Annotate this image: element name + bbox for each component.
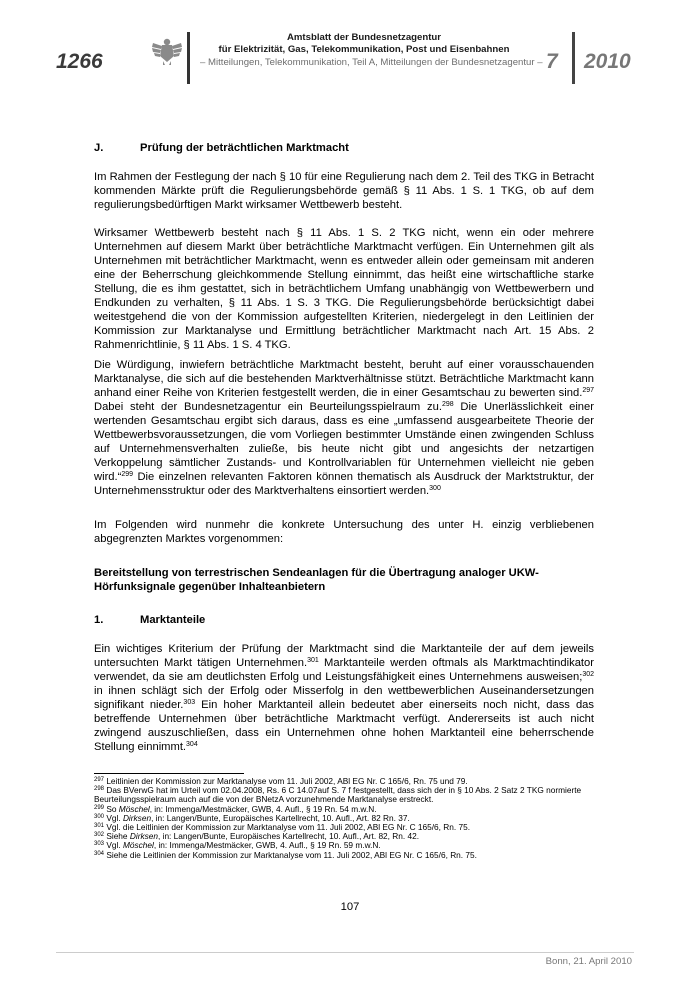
header-divider-right — [572, 32, 575, 84]
page-number-bottom: 107 — [340, 901, 360, 913]
paragraph-3-part-d: Die einzelnen relevanten Faktoren können thematisch als Ausdruck der Marktstruktur, der Unternehmensstruktur oder des Marktverhaltens einsortiert werden. — [94, 471, 594, 497]
issue-year: 2010 — [584, 50, 631, 73]
footnote-prefix: Siehe — [104, 831, 130, 842]
paragraph-3-part-a: Die Würdigung, inwiefern beträchtliche Marktmacht besteht, beruht auf einer vorausschauenden Marktanalyse, die sich auf die bestehenden Marktverhältnisse stützt. Beträchtliche Marktmacht kann anhand einer Reihe von Kriterien festgestellt werden, die in einer Gesamtschau zu bewerten sind. — [94, 359, 594, 399]
subsection-label: 1. — [94, 614, 104, 626]
footnote-text: , in: Immenga/Mestmäcker, GWB, 4. Aufl., § 19 Rn. 54 m.w.N. — [149, 803, 377, 814]
footnote-text: , in: Langen/Bunte, Europäisches Kartellrecht, 10. Aufl., Art. 82 Rn. 37. — [151, 812, 410, 823]
page-number-left: 1266 — [56, 50, 103, 73]
footnotes — [94, 777, 594, 860]
paragraph-3-part-c: Die Unerlässlichkeit einer wertenden Gesamtschau ergibt sich daraus, dass es eine „umfassend ausgearbeitete Theorie der Wettbewerbsvoraussetzungen, die vom Vorliegen bestimmter Umstände einen zwingenden Schluss auf Unternehmensverhalten zuließe, bis heute nicht gibt und angesichts der netzartigen Verkoppelung sämtlicher Zustands- und Kontrollvariablen für Unternehmen vielleicht nie geben wird.“ — [94, 401, 594, 483]
footnote-text: Siehe die Leitlinien der Kommission zur Marktanalyse vom 11. Juli 2002, ABl EG Nr. C 165/6, Rn. 75. — [104, 849, 477, 860]
header-divider-left — [187, 32, 190, 84]
paragraph-3-part-b: Dabei steht der Bundesnetzagentur ein Beurteilungsspielraum zu. — [94, 401, 442, 413]
paragraph-2 — [94, 226, 594, 352]
footnote-text: Leitlinien der Kommission zur Marktanalyse vom 11. Juli 2002, ABl EG Nr. C 165/6, Rn. 75 und 79. — [104, 776, 468, 786]
paragraph-2-text: Wirksamer Wettbewerb besteht nach § 11 Abs. 1 S. 2 TKG nicht, wenn ein oder mehrere Unternehmen auf diesem Markt über beträchtliche Marktmacht verfügen. Ein Unternehmen gilt als Unternehmen mit beträchtlicher Marktmacht, wenn es entweder allein oder gemeinsam mit anderen eine der Beherrschung gleichkommende Stellung einnimmt, das heißt eine wirtschaftliche starke Stellung, die es ihm gestattet, sich in beträchtlichem Umfang unabhängig von Wettbewerbern und Endkunden zu verhalten, § 11 Abs. 1 S. 3 TKG. Die Regulierungsbehörde berücksichtigt dabei weitestgehend die von der Kommission aufgestellten Kriterien, niedergelegt in den Leitlinien der Kommission zur Marktanalyse und Ermittlung beträchtlicher Marktmacht nach Art. 15 Abs. 2 Rahmenrichtlinie, § 11 Abs. 1 S. 4 TKG. — [94, 227, 594, 351]
paragraph-4 — [94, 518, 594, 546]
paragraph-6-part-b: Marktanteile werden oftmals als Marktmachtindikator verwendet, da sie am deutlichsten Erfolg und Leistungsfähigkeit eines Unternehmens ausweisen; — [94, 657, 594, 683]
footnote-number: 301 — [94, 823, 105, 830]
footnote-number: 303 — [94, 841, 105, 848]
footnote-text: Vgl. die Leitlinien der Kommission zur Marktanalyse vom 11. Juli 2002, ABl EG Nr. C 165/6, Rn. 75. — [104, 822, 471, 833]
paragraph-4-text: Im Folgenden wird nunmehr die konkrete Untersuchung des unter H. einzig verbliebenen abgegrenzten Marktes vorgenommen: — [94, 519, 594, 545]
footnote-ref-301[interactable]: 301 — [307, 657, 319, 664]
paragraph-1-text: Im Rahmen der Festlegung der nach § 10 für eine Regulierung nach dem 2. Teil des TKG in Betracht kommenden Märkte prüft die Regulierungsbehörde gemäß § 11 Abs. 1 S. 1 TKG, ob auf dem regulierungsbedürftigen Markt wirksamer Wettbewerb besteht. — [94, 171, 594, 211]
paragraph-3 — [94, 358, 594, 498]
footnote-prefix: So — [104, 803, 119, 814]
paragraph-6-part-a: Ein wichtiges Kriterium der Prüfung der Marktmacht sind die Marktanteile der auf dem jeweils untersuchten Markt tätigen Unternehmen. — [94, 643, 594, 669]
publication-title — [200, 32, 528, 56]
paragraph-1 — [94, 170, 594, 212]
footnote-ref-303[interactable]: 303 — [183, 699, 196, 706]
federal-eagle-logo — [150, 34, 184, 68]
footnote-number: 299 — [94, 804, 105, 811]
footnote-298 — [94, 786, 594, 804]
footnote-author: Dirksen — [122, 812, 152, 823]
footnote-text: , in: Langen/Bunte, Europäisches Kartellrecht, 10. Aufl., Art. 82, Rn. 42. — [157, 831, 420, 842]
issue-number: 7 — [546, 50, 558, 73]
market-heading: Bereitstellung von terrestrischen Sendeanlagen für die Übertragung analoger UKW-Hörfunksignale gegenüber Inhalteanbietern — [94, 567, 539, 593]
footnote-number: 304 — [94, 850, 105, 857]
paragraph-6 — [94, 642, 594, 754]
footnote-ref-298[interactable]: 298 — [441, 401, 454, 408]
footnote-304 — [94, 851, 594, 860]
footnote-text: , in: Immenga/Mestmäcker, GWB, 4. Aufl., § 19 Rn. 59 m.w.N. — [153, 840, 381, 851]
paragraph-6-part-c: in ihnen schlägt sich der Erfolg oder Misserfolg in den wettbewerblichen Auseinandersetzungen signifikant nieder. — [94, 685, 594, 711]
footnote-ref-304[interactable]: 304 — [186, 741, 198, 748]
footer-date: Bonn, 21. April 2010 — [545, 956, 632, 967]
title-line-2: für Elektrizität, Gas, Telekommunikation, Post und Eisenbahnen — [218, 44, 510, 55]
footnote-prefix: Vgl. — [104, 840, 123, 851]
footnote-author: Dirksen — [129, 831, 158, 842]
footnote-ref-302[interactable]: 302 — [582, 671, 594, 678]
footnote-author: Möschel — [122, 840, 154, 851]
footnote-number: 300 — [94, 813, 105, 820]
footnote-number: 297 — [94, 777, 105, 783]
subsection-title: Marktanteile — [140, 614, 206, 626]
footnote-number: 298 — [94, 786, 105, 793]
publication-subtitle: – Mitteilungen, Telekommunikation, Teil A, Mitteilungen der Bundesnetzagentur – — [200, 57, 543, 68]
title-line-1: Amtsblatt der Bundesnetzagentur — [286, 32, 442, 43]
footnote-prefix: Vgl. — [104, 812, 123, 823]
footnote-ref-297[interactable]: 297 — [582, 387, 594, 394]
section-label: J. — [94, 142, 104, 154]
footer-rule — [56, 952, 634, 953]
footnote-number: 302 — [94, 832, 105, 839]
footnote-text: Das BVerwG hat im Urteil vom 02.04.2008, Rs. 6 C 14.07auf S. 7 f festgestellt, dass sich der in § 10 Abs. 2 Satz 2 TKG normierte Beurteilungsspielraum auch auf die von der BNetzA vorzunehmende Marktanalyse erstreckt. — [94, 785, 582, 805]
paragraph-6-part-d: Ein hoher Marktanteil allein bedeutet aber einerseits noch nicht, dass das betreffende Unternehmen über beträchtliche Marktmacht verfügt. Andererseits ist auch nicht zwingend auszuschließen, dass ein Unternehmen ohne hohen Marktanteil eine beherrschende Stellung einnimmt. — [94, 699, 594, 753]
section-title: Prüfung der beträchtlichen Marktmacht — [140, 142, 349, 154]
footnote-author: Möschel — [118, 803, 150, 814]
footnote-ref-300[interactable]: 300 — [429, 485, 441, 492]
footnote-ref-299[interactable]: 299 — [121, 471, 134, 478]
footnote-separator — [94, 773, 244, 774]
